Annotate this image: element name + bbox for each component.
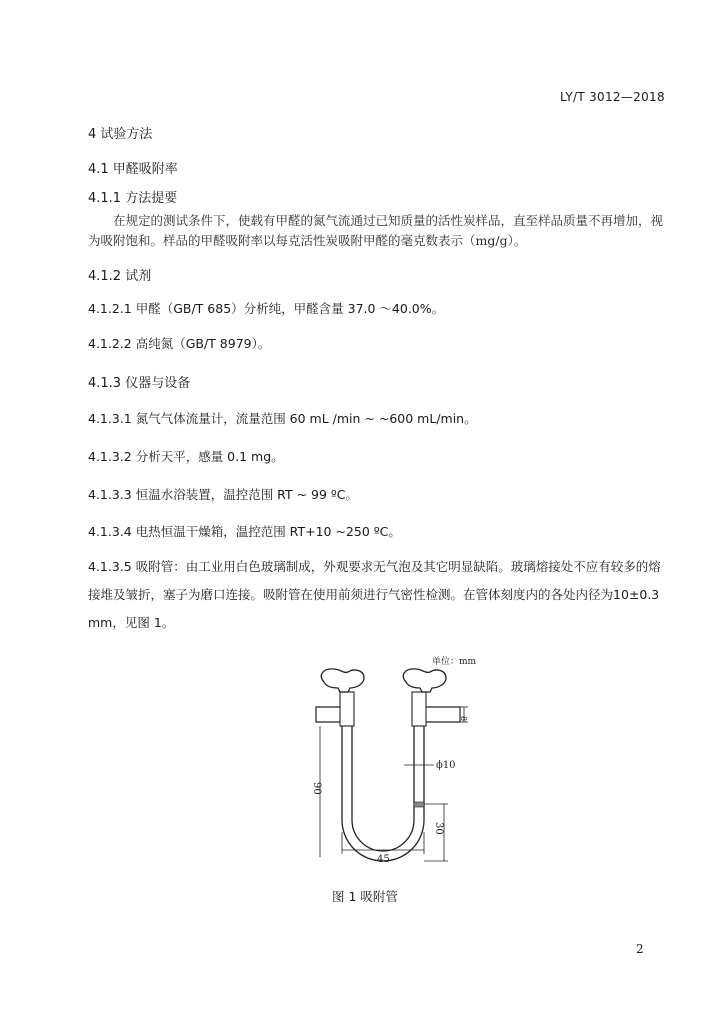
standard-code: LY/T 3012—2018 [560, 90, 665, 104]
equipment-item-2: 4.1.3.2 分析天平，感量 0.1 mg。 [88, 449, 284, 464]
dim-height-label: 90 [311, 782, 322, 795]
figure-unit-label: 单位：mm [432, 657, 477, 667]
section-4-1-2-heading: 4.1.2 试剂 [88, 269, 152, 284]
page-number: 2 [636, 942, 644, 956]
section-4-1-heading: 4.1 甲醛吸附率 [88, 162, 178, 177]
right-joint [412, 692, 426, 726]
right-side-arm [426, 707, 460, 722]
section-4-1-1-heading: 4.1.1 方法提要 [88, 191, 178, 206]
u-tube-inner [352, 726, 414, 851]
dim-bend-label: 30 [433, 822, 444, 835]
left-joint [340, 692, 354, 726]
equipment-item-5: 4.1.3.5 吸附管：由工业用白色玻璃制成，外观要求无气泡及其它明显缺陷。玻璃熔接处不应有较多的熔接堆及皱折，塞子为磨口连接。吸附管在使用前须进行气密性检测。在管体刻度内的各处内径为10±0.3 mm，见图 1。 [88, 559, 661, 630]
reagent-item-1: 4.1.2.1 甲醛（GB/T 685）分析纯，甲醛含量 37.0 ～40.0%。 [88, 301, 445, 316]
method-summary-text: 在规定的测试条件下，使载有甲醛的氮气流通过已知质量的活性炭样品，直至样品质量不再增加，视为吸附饱和。样品的甲醛吸附率以每克活性炭吸附甲醛的毫克数表示（mg/g）。 [88, 213, 664, 248]
left-side-arm [316, 707, 340, 722]
dim-top-label: 8 [459, 716, 468, 722]
left-stopper [321, 669, 364, 692]
adsorption-tube-figure [300, 652, 500, 872]
u-tube-outer [342, 726, 424, 861]
equipment-item-4: 4.1.3.4 电热恒温干燥箱，温控范围 RT+10 ~250 ºC。 [88, 524, 401, 539]
figure-caption: 图 1 吸附管 [332, 889, 398, 904]
dim-width-label: 45 [377, 854, 390, 865]
right-stopper [403, 669, 446, 692]
method-summary-paragraph [88, 211, 666, 251]
section-4-heading: 4 试验方法 [88, 127, 153, 142]
dim-diameter-label: ϕ10 [436, 760, 456, 771]
equipment-item-3: 4.1.3.3 恒温水浴装置，温控范围 RT ~ 99 ºC。 [88, 487, 359, 502]
equipment-item-1: 4.1.3.1 氮气气体流量计，流量范围 60 mL /min ~ ~600 mL/min。 [88, 411, 477, 426]
section-4-1-3-heading: 4.1.3 仪器与设备 [88, 376, 191, 391]
packing-band [414, 802, 424, 807]
reagent-item-2: 4.1.2.2 高纯氮（GB/T 8979）。 [88, 336, 271, 351]
